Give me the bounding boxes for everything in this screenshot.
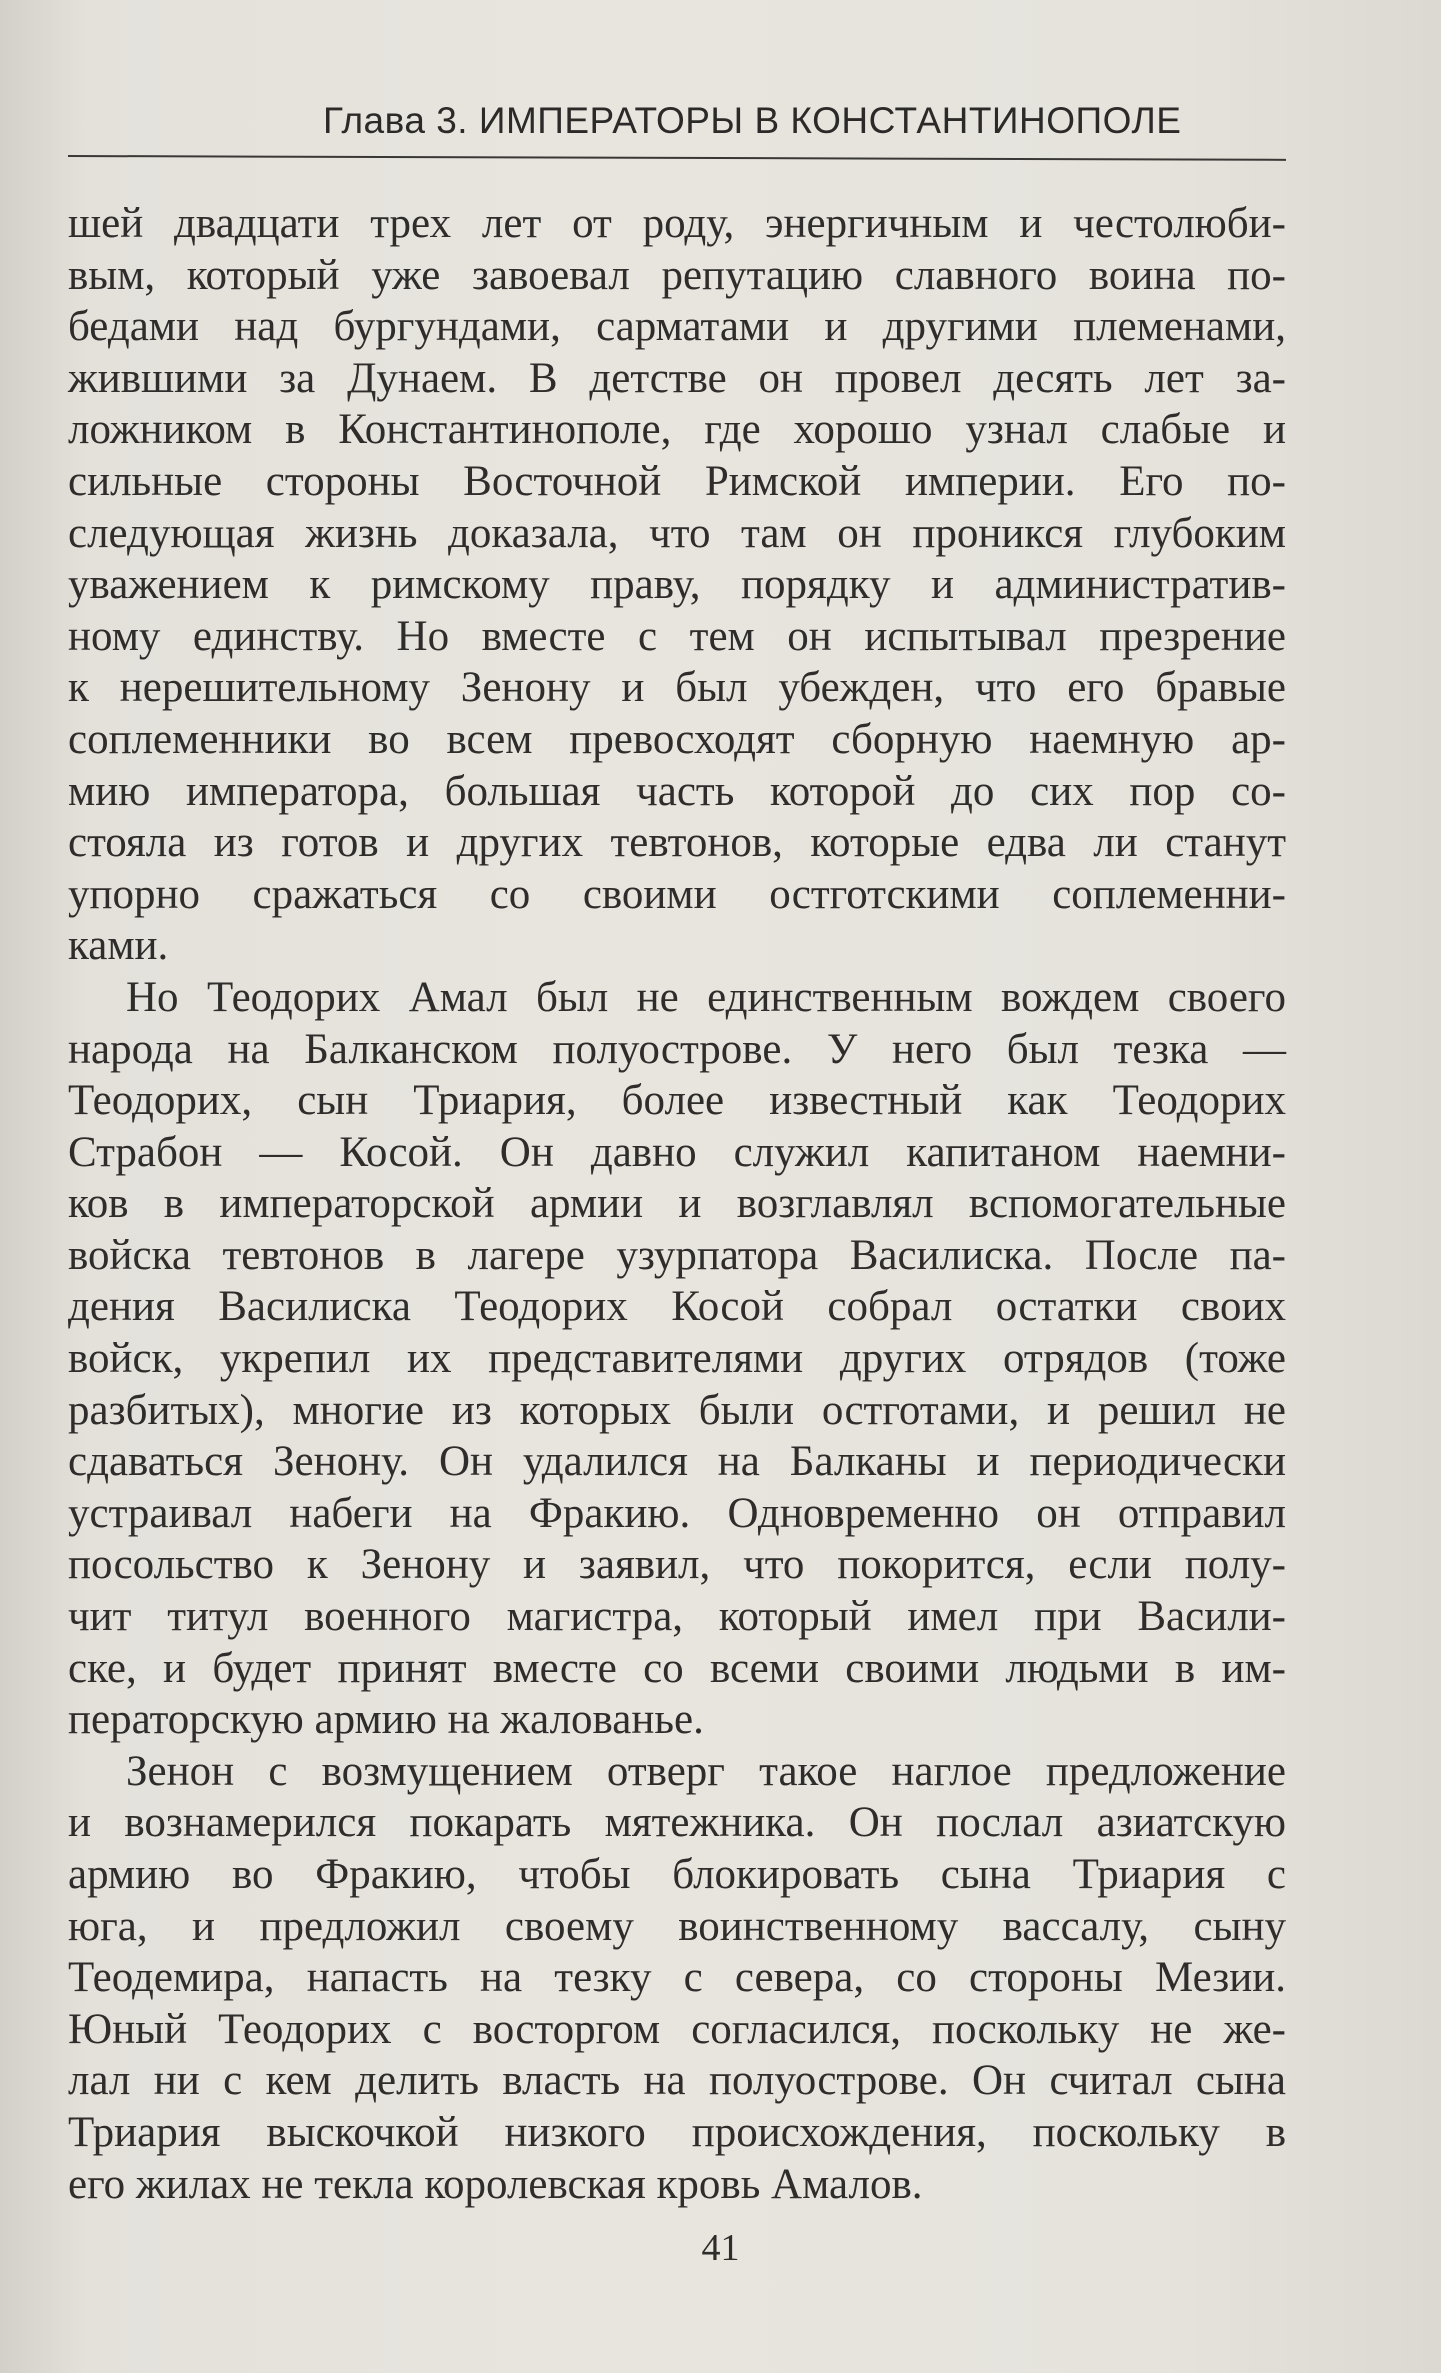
text-line: ложником в Константинополе, где хорошо узнал слабые и — [68, 406, 1286, 454]
text-line: армию во Фракию, чтобы блокировать сына Триария с — [68, 1851, 1286, 1898]
text-line: жившими за Дунаем. В детстве он провел десять лет за- — [68, 354, 1286, 402]
text-line: сильные стороны Восточной Римской империи. Его по- — [68, 457, 1286, 505]
text-line: его жилах не текла королевская кровь Амалов. — [68, 2160, 923, 2208]
paragraph-2 — [68, 972, 1286, 1746]
text-line: следующая жизнь доказала, что там он проникся глубоким — [68, 509, 1286, 557]
text-line: ператорскую армию на жалованье. — [68, 1696, 704, 1744]
paragraph-1 — [68, 198, 1286, 972]
text-line: войска тевтонов в лагере узурпатора Василиска. После па- — [68, 1231, 1286, 1279]
running-head: Глава 3. ИМПЕРАТОРЫ В КОНСТАНТИНОПОЛЕ — [323, 100, 1182, 141]
page-number: 41 — [701, 2227, 740, 2269]
text-line: чит титул военного магистра, который имел при Васили- — [68, 1593, 1286, 1641]
text-line: шей двадцати трех лет от роду, энергичным и честолюби- — [68, 200, 1286, 247]
text-line: Но Теодорих Амал был не единственным вождем своего — [126, 973, 1286, 1021]
text-line: войск, укрепил их представителями других отрядов (тоже — [68, 1335, 1286, 1383]
text-line: соплеменники во всем превосходят сборную наемную ар- — [68, 715, 1286, 763]
header-rule — [68, 155, 1286, 161]
text-line: Триария выскочкой низкого происхождения, поскольку в — [68, 2108, 1286, 2156]
text-line: ске, и будет принят вместе со всеми своими людьми в им- — [68, 1644, 1286, 1692]
text-line: народа на Балканском полуострове. У него был тезка — — [68, 1025, 1286, 1073]
paragraph-3 — [68, 1746, 1286, 2210]
text-line: Юный Теодорих с восторгом согласился, поскольку не же- — [68, 2005, 1286, 2053]
text-line: Теодорих, сын Триария, более известный как Теодорих — [68, 1077, 1286, 1125]
text-line: посольство к Зенону и заявил, что покорится, если полу- — [68, 1541, 1286, 1589]
text-line: Зенон с возмущением отверг такое наглое предложение — [126, 1747, 1286, 1795]
text-line: уважением к римскому праву, порядку и административ- — [68, 561, 1286, 609]
text-line: лал ни с кем делить власть на полуострове. Он считал сына — [68, 2057, 1286, 2105]
text-line: к нерешительному Зенону и был убежден, что его бравые — [68, 664, 1286, 712]
text-line: и вознамерился покарать мятежника. Он послал азиатскую — [68, 1799, 1286, 1847]
text-line: Теодемира, напасть на тезку с севера, со стороны Мезии. — [68, 1954, 1286, 2002]
text-line: разбитых), многие из которых были остготами, и решил не — [68, 1386, 1286, 1434]
text-line: Страбон — Косой. Он давно служил капитаном наемни- — [68, 1128, 1286, 1176]
text-line: устраивал набеги на Фракию. Одновременно он отправил — [68, 1489, 1286, 1537]
text-line: ному единству. Но вместе с тем он испытывал презрение — [68, 612, 1286, 660]
body-text — [68, 198, 1286, 2210]
text-line: вым, который уже завоевал репутацию славного воина по- — [68, 251, 1286, 299]
text-line: ками. — [68, 922, 169, 970]
text-line: дения Василиска Теодорих Косой собрал остатки своих — [68, 1283, 1286, 1331]
text-line: мию императора, большая часть которой до сих пор со- — [68, 767, 1286, 815]
text-line: сдаваться Зенону. Он удалился на Балканы и периодически — [68, 1438, 1286, 1486]
text-line: стояла из готов и других тевтонов, которые едва ли станут — [68, 819, 1286, 867]
text-line: бедами над бургундами, сарматами и другими племенами, — [68, 303, 1286, 351]
text-line: ков в императорской армии и возглавлял вспомогательные — [68, 1180, 1286, 1228]
text-line: юга, и предложил своему воинственному вассалу, сыну — [68, 1902, 1286, 1950]
text-line: упорно сражаться со своими остготскими соплеменни- — [68, 870, 1286, 918]
